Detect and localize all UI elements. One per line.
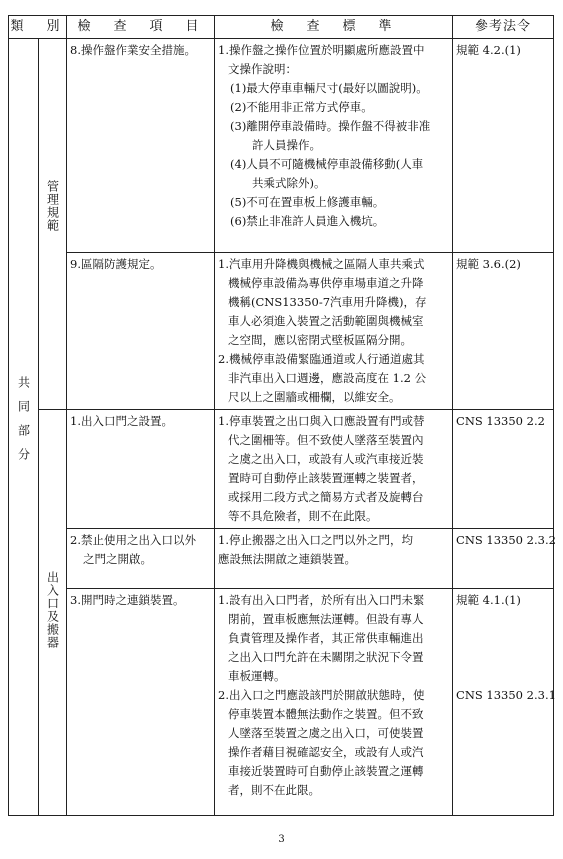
standard-cell: 1.操作盤之操作位置於明顯處所應設置中 文操作說明： (1)最大停車車輛尺寸(最好以圖說明)。 (2)不能用非正常方式停車。 (3)離開停車設備時。操作盤不得被非准 許人員操作。 (4)人員不可隨機械停車設備移動(人車 共乘式除外)。 (5)不可在置車板上修護車輛。 (6)禁止非准許人員進入機坑。 [215,39,453,253]
header-standard: 檢 查 標 準 [215,16,453,39]
inspection-table-sheet [8,15,556,816]
standard-cell: 1.設有出入口門者，於所有出入口門未緊 閉前，置車板應無法運轉。但設有專人 負責管理及操作者，其正常供車輛進出 之出入口門允許在未關閉之狀況下令置 車板運轉。 2.出入口之門應設該門於開啟狀態時，使 停車裝置本體無法動作之裝置。但不致 人墜落至裝置之虞之出入口，可使裝置 操作者藉目視確認安全，或設有人或汽 車接近裝置時可自動停止該裝置之運轉 者，則不在此限。 [215,589,453,816]
item-cell: 1.出入口門之設置。 [67,410,215,529]
inspection-table [8,15,554,816]
table-row [9,589,554,816]
table-row [9,410,554,529]
header-category: 類 別 [9,16,67,39]
group-mgmt [39,39,67,410]
standard-cell: 1.停止搬器之出入口之門以外之門，均 應設無法開啟之連鎖裝置。 [215,529,453,589]
item-cell: 8.操作盤作業安全措施。 [67,39,215,253]
item-cell: 9.區隔防護規定。 [67,253,215,410]
header-row [9,16,554,39]
header-reference: 參考法令 [453,16,554,39]
group-mgmt-label: 管理規範 [45,180,60,232]
item-cell: 2.禁止使用之出入口以外 之門之開啟。 [67,529,215,589]
reference-cell: 規範 4.1.(1) CNS 13350 2.3.1 [453,589,554,816]
header-item: 檢 查 項 目 [67,16,215,39]
group-entrance [39,410,67,816]
group-main-label: 共同部分 [16,376,31,472]
group-main [9,39,39,816]
table-row [9,39,554,253]
page-number: 3 [278,834,285,845]
item-cell: 3.開門時之連鎖裝置。 [67,589,215,816]
table-row [9,253,554,410]
reference-cell: 規範 4.2.(1) [453,39,554,253]
standard-cell: 1.停車裝置之出口與入口應設置有門或替 代之圍柵等。但不致使人墜落至裝置內 之虞之出入口，或設有人或汽車接近裝 置時可自動停止該裝置運轉之裝置者， 或採用二段方式之簡易方式者及旋轉台 等不具危險者，則不在此限。 [215,410,453,529]
table-row [9,529,554,589]
reference-cell: CNS 13350 2.3.2 [453,529,554,589]
group-entrance-label: 出入口及搬器 [45,570,60,649]
reference-cell: 規範 3.6.(2) [453,253,554,410]
reference-cell: CNS 13350 2.2 [453,410,554,529]
standard-cell: 1.汽車用升降機與機械之區隔人車共乘式 機械停車設備為專供停車場車道之升降 機稱(CNS13350-7汽車用升降機)，存 車人必須進入裝置之活動範圍與機械室 之空間，應以密閉式壁板區隔分開。 2.機械停車設備緊臨通道或人行通道處其 非汽車出入口週邊，應設高度在 1.2 公 尺以上之圍牆或柵欄，以維安全。 [215,253,453,410]
